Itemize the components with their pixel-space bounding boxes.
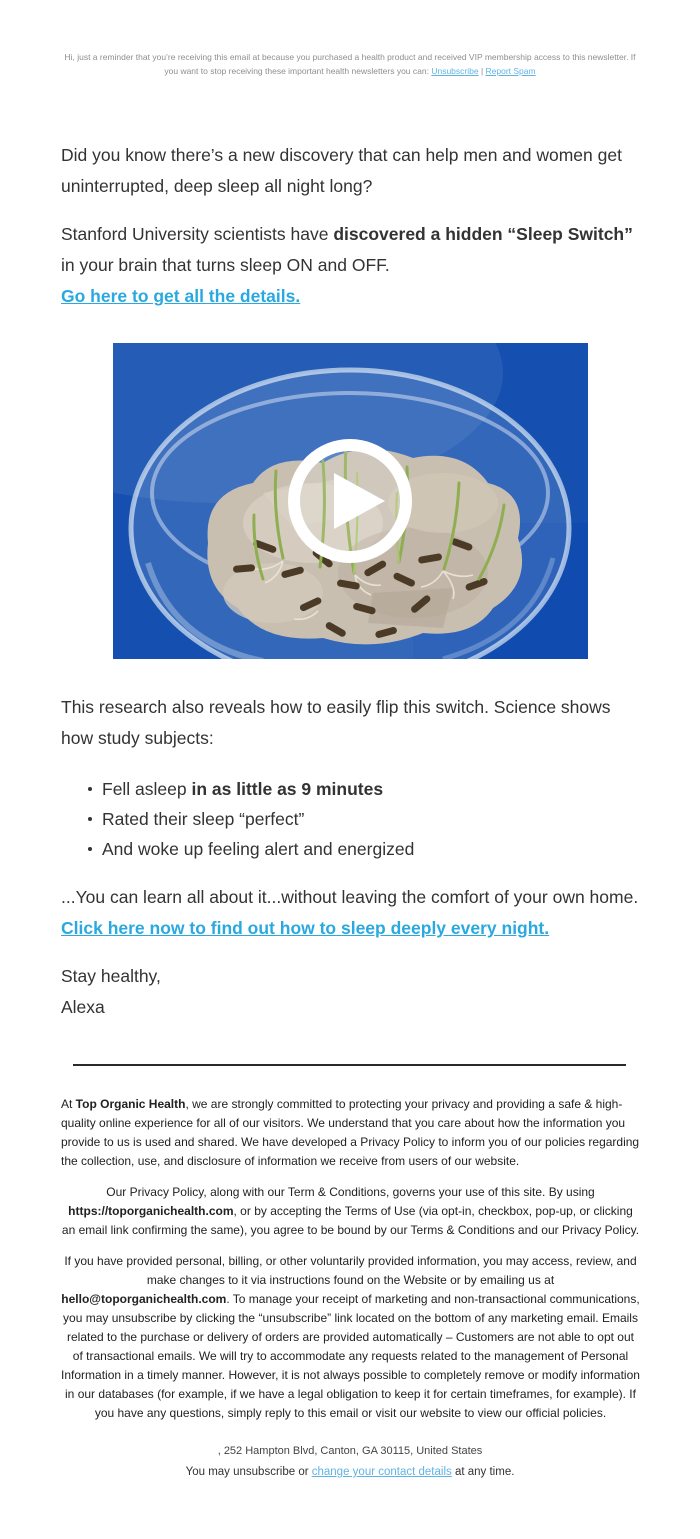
research-paragraph: [61, 692, 640, 754]
list-item: [102, 834, 640, 864]
terms-text-rest: , or by accepting the Terms of Use (via opt-in, checkbox, pop-up, or clicking an email link confirming the same), you agree to be bound by our Terms & Conditions and our Privacy Policy.: [61, 1204, 640, 1237]
stanford-paragraph: [61, 219, 640, 312]
intro-text: Did you know there’s a new discovery that can help men and women get uninterrupted, deep sleep all night long?: [61, 145, 622, 196]
data-management-paragraph: [61, 1252, 640, 1423]
section-divider: [73, 1064, 626, 1066]
stanford-text: Stanford University scientists have: [61, 224, 334, 244]
signoff-text: Stay healthy,: [61, 966, 161, 986]
contact-email: hello@toporganichealth.com: [61, 1292, 227, 1306]
email-main-content: [0, 140, 700, 1023]
data-management-text-rest: . To manage your receipt of marketing and non-transactional communications, you may unsubscribe by clicking the “unsubscribe” link located on the bottom of any marketing email. Emails related to the purchase or delivery of orders are provided automatically – Customers are not able to opt out of transactional emails. We will try to accommodate any requests related to the management of Personal Information in a timely manner. However, it is not always possible to completely remove or modify information in our databases (for example, if we have a legal obligation to keep it for certain timeframes, for example). If you have any questions, simply reply to this email or visit our website to view our official policies.: [61, 1292, 640, 1420]
change-contact-details-link[interactable]: change your contact details: [311, 1466, 452, 1478]
details-link[interactable]: Go here to get all the details.: [61, 286, 301, 306]
report-spam-link[interactable]: Report Spam: [485, 66, 536, 76]
video-thumbnail[interactable]: [113, 343, 588, 659]
sleep-switch-bold-text: discovered a hidden “Sleep Switch”: [333, 224, 633, 244]
research-text: This research also reveals how to easily flip this switch. Science shows how study subjects:: [61, 697, 611, 748]
privacy-paragraph: [61, 1095, 640, 1171]
bullet-text: Rated their sleep “perfect”: [102, 809, 305, 829]
unsub-text: You may unsubscribe or: [185, 1466, 312, 1478]
terms-text: Our Privacy Policy, along with our Term & Conditions, governs your use of this site. By using: [106, 1185, 595, 1199]
unsub-text-suffix: at any time.: [451, 1466, 515, 1478]
video-section: [61, 343, 640, 659]
bullet-text: Fell asleep: [102, 779, 192, 799]
company-name: Top Organic Health: [75, 1097, 186, 1111]
postal-address: , 252 Hampton Blvd, Canton, GA 30115, United States: [217, 1445, 483, 1457]
play-icon[interactable]: [294, 445, 406, 557]
unsubscribe-link[interactable]: Unsubscribe: [431, 66, 479, 76]
disclaimer-text: Hi, just a reminder that you’re receiving this email at because you purchased a health product and received VIP membership access to this newsletter. If you want to stop receiving these important health newsletters you can:: [64, 52, 636, 76]
sender-name: Alexa: [61, 997, 105, 1017]
learn-more-paragraph: [61, 882, 640, 944]
learn-more-text: ...You can learn all about it...without leaving the comfort of your own home.: [61, 887, 639, 907]
data-management-text: If you have provided personal, billing, or other voluntarily provided information, you may access, review, and make changes to it via instructions found on the Website or by emailing us at: [64, 1254, 637, 1287]
stanford-text-rest: in your brain that turns sleep ON and OFF.: [61, 255, 390, 275]
header-disclaimer: [0, 50, 700, 78]
email-footer: [0, 1445, 700, 1510]
list-item: [102, 774, 640, 804]
list-item: [102, 804, 640, 834]
unsubscribe-line: [0, 1466, 700, 1478]
benefits-list: [61, 774, 640, 864]
link-separator: |: [478, 66, 486, 76]
bullet-text: And woke up feeling alert and energized: [102, 839, 415, 859]
privacy-text-rest: , we are strongly committed to protecting your privacy and providing a safe & high-quality online experience for all of our visitors. We understand that you care about how the information you provide to us is used and shared. We have developed a Privacy Policy to inform you of our policies regarding the collection, use, and disclosure of information we receive from users of our website.: [61, 1097, 640, 1168]
privacy-text: At: [61, 1097, 76, 1111]
sleep-deeply-link[interactable]: Click here now to find out how to sleep deeply every night.: [61, 918, 550, 938]
bullet-bold-text: in as little as 9 minutes: [191, 779, 384, 799]
signature: [61, 961, 640, 1023]
intro-paragraph: [61, 140, 640, 202]
privacy-policy-section: [0, 1095, 700, 1423]
terms-paragraph: [61, 1183, 640, 1240]
website-url: https://toporganichealth.com: [68, 1204, 234, 1218]
seed-bowl-photo: [113, 343, 588, 659]
